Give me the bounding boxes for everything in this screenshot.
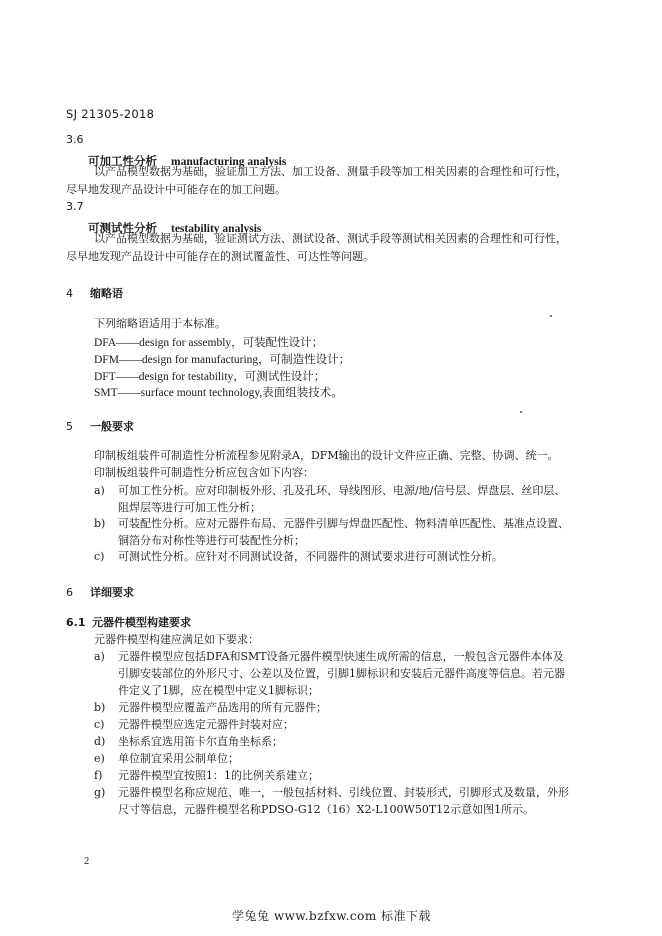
list-text: 元器件模型应包括DFA和SMT设备元器件模型快速生成所需的信息，一般包含元器件本体及: [118, 650, 564, 663]
abbreviation-item: DFM——design for manufacturing，可制造性设计；: [94, 354, 351, 366]
section-6-heading: [66, 584, 134, 600]
list-text: 可加工性分析。应对印制板外形、孔及孔环、导线图形、电源/地/信号层、焊盘层、丝印层、: [118, 484, 566, 497]
list-marker: e): [94, 752, 105, 765]
component-model-intro: 元器件模型构建应满足如下要求：: [94, 633, 259, 646]
clause-3-7-definition-line: 尽早地发现产品设计中可能存在的测试覆盖性、可达性等问题。: [66, 250, 374, 263]
list-item: [94, 515, 569, 533]
list-item: [94, 548, 503, 566]
scan-speck: [550, 315, 552, 317]
general-requirement-paragraph: 印制板组装件可制造性分析流程参见附录A，DFM输出的设计文件应正确、完整、协调、统一。: [94, 449, 559, 462]
list-item: [94, 750, 239, 768]
list-item-continuation: 尺寸等信息，元器件模型名称PDSO-G12（16）X2-L100W50T12示意如图1所示。: [118, 803, 535, 816]
scan-speck: [520, 411, 522, 413]
clause-6-1-heading: [66, 614, 191, 630]
clause-3-7-number: 3.7: [66, 200, 84, 213]
section-title: 缩略语: [90, 287, 123, 300]
term-english: manufacturing analysis: [171, 156, 287, 168]
clause-3-6-definition-line: 以产品模型数据为基础，验证加工方法、加工设备、测量手段等加工相关因素的合理性和可行性，: [94, 165, 567, 178]
list-marker: a): [94, 484, 105, 497]
section-number: 6: [66, 586, 73, 599]
list-text: 可装配性分析。应对元器件布局、元器件引脚与焊盘匹配性、物料清单匹配性、基准点设置、: [118, 517, 569, 530]
abbreviation-item: DFT——design for testability，可测试性设计；: [94, 371, 326, 383]
list-item-continuation: 件定义了1脚，应在模型中定义1脚标识；: [118, 684, 319, 697]
section-number: 4: [66, 287, 73, 300]
general-requirement-paragraph: 印制板组装件可制造性分析应包含如下内容：: [94, 466, 314, 479]
list-marker: b): [94, 701, 106, 714]
standard-number: SJ 21305-2018: [66, 107, 155, 121]
list-item: [94, 784, 569, 802]
term-english: testability analysis: [171, 223, 262, 235]
list-item: [94, 482, 565, 500]
abbreviation-item: DFA——design for assembly，可装配性设计；: [94, 337, 324, 349]
list-item: [94, 767, 319, 785]
section-number: 5: [66, 420, 73, 433]
list-item: [94, 699, 327, 717]
clause-3-6-number: 3.6: [66, 133, 84, 146]
clause-number: 6.1: [66, 616, 86, 629]
list-marker: a): [94, 650, 105, 663]
term-chinese: 可加工性分析: [88, 154, 157, 168]
page-number: 2: [84, 856, 90, 867]
section-4-heading: [66, 285, 123, 301]
clause-title: 元器件模型构建要求: [92, 616, 191, 629]
section-5-heading: [66, 418, 134, 434]
list-marker: d): [94, 735, 106, 748]
list-item: [94, 716, 294, 734]
list-item: [94, 648, 564, 666]
list-item-continuation: 阻焊层等进行可加工性分析；: [118, 501, 261, 514]
list-marker: g): [94, 786, 106, 799]
list-marker: c): [94, 550, 105, 563]
list-text: 可测试性分析。应针对不同测试设备，不同器件的测试要求进行可测试性分析。: [118, 550, 503, 563]
abbreviation-item: SMT——surface mount technology,表面组装技术。: [94, 387, 343, 399]
list-text: 元器件模型宜按照1：1的比例关系建立；: [118, 769, 319, 782]
clause-3-7-definition-line: 以产品模型数据为基础，验证测试方法、测试设备、测试手段等测试相关因素的合理性和可行性，: [94, 232, 567, 245]
list-text: 单位制宜采用公制单位；: [118, 752, 239, 765]
list-text: 元器件模型应选定元器件封装对应；: [118, 718, 294, 731]
list-item: [94, 733, 283, 751]
term-chinese: 可测试性分析: [88, 221, 157, 235]
section-title: 详细要求: [90, 586, 134, 599]
section-title: 一般要求: [90, 420, 134, 433]
list-marker: b): [94, 517, 106, 530]
list-marker: f): [94, 769, 103, 782]
list-text: 元器件模型应覆盖产品选用的所有元器件；: [118, 701, 327, 714]
list-text: 坐标系宜选用笛卡尔直角坐标系；: [118, 735, 283, 748]
list-item-continuation: 引脚安装部位的外形尺寸、公差以及位置，引脚1脚标识和安装后元器件高度等信息。若元器: [118, 667, 565, 680]
abbreviation-intro: 下列缩略语适用于本标准。: [94, 317, 226, 330]
list-item-continuation: 铜箔分布对称性等进行可装配性分析；: [118, 534, 305, 547]
watermark-footer: 学兔兔 www.bzfxw.com 标准下载: [232, 909, 432, 923]
list-text: 元器件模型名称应规范、唯一，一般包括材料、引线位置、封装形式，引脚形式及数量，外形: [118, 786, 569, 799]
list-marker: c): [94, 718, 105, 731]
clause-3-6-definition-line: 尽早地发现产品设计中可能存在的加工问题。: [66, 183, 286, 196]
